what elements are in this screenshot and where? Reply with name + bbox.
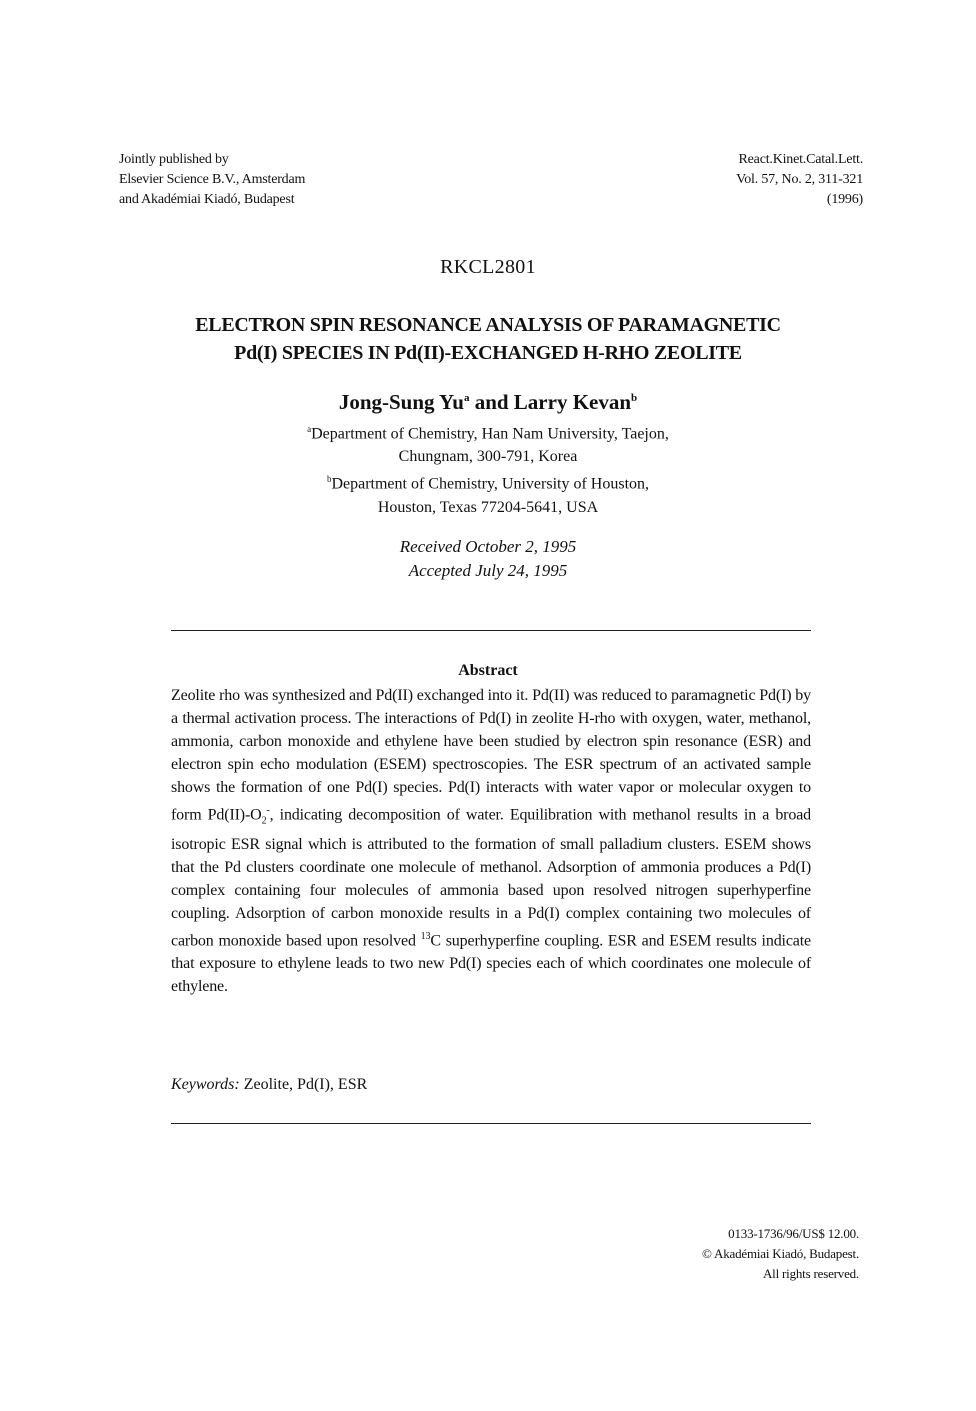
superscript: 13 — [420, 930, 431, 942]
superscript: - — [266, 805, 270, 816]
abstract-part: Zeolite rho was synthesized and Pd(II) exchanged into it. Pd(II) was reduced to paramagnetic Pd(I) by a thermal activation process. The interactions of Pd(I) in zeolite H-rho with oxygen, water, methanol, ammonia, carbon monoxide and ethylene have been studied by electron spin resonance (ESR) and electron spin echo modulation (ESEM) spectroscopies. The ESR spectrum of an activated sample shows the formation of one Pd(I) species. Pd(I) interacts with water vapor or molecular oxygen to form Pd(II)-O — [171, 687, 811, 824]
affiliation-mark: a — [463, 392, 470, 404]
journal-reference — [736, 150, 863, 210]
journal-name: React.Kinet.Catal.Lett. — [738, 152, 863, 167]
accepted-date: Accepted July 24, 1995 — [408, 561, 568, 580]
affiliation-text: Department of Chemistry, Han Nam University, Taejon, — [311, 425, 669, 443]
affiliation-b — [0, 468, 976, 495]
publisher-note-line: Jointly published by — [119, 152, 229, 167]
author-list — [0, 390, 976, 415]
publisher-note-line: Elsevier Science B.V., Amsterdam — [119, 172, 306, 187]
abstract-text — [171, 684, 811, 998]
divider — [171, 630, 811, 631]
keywords — [171, 1076, 367, 1094]
affiliation-mark: a — [307, 424, 312, 434]
keywords-values: Zeolite, Pd(I), ESR — [239, 1076, 368, 1093]
affiliation-text: Chungnam, 300-791, Korea — [398, 448, 578, 466]
abstract-part: , indicating decomposition of water. Equilibration with methanol results in a broad isotropic ESR signal which is attributed to the formation of small palladium clusters. ESEM shows that the Pd clusters coordinate one molecule of methanol. Adsorption of ammonia produces a Pd(I) complex containing four molecules of ammonia based upon resolved nitrogen superhyperfine coupling. Adsorption of carbon monoxide results in a Pd(I) complex containing two molecules of carbon monoxide based upon resolved — [171, 806, 812, 949]
affiliation-text: Houston, Texas 77204-5641, USA — [377, 498, 599, 516]
title-line: ELECTRON SPIN RESONANCE ANALYSIS OF PARAMAGNETIC — [195, 314, 781, 336]
author-name: Jong-Sung Yu — [338, 390, 464, 414]
affiliation-mark: b — [326, 474, 332, 485]
journal-volume: Vol. 57, No. 2, 311-321 — [736, 172, 863, 187]
affiliation-a — [0, 418, 976, 445]
publisher-note — [119, 150, 305, 210]
copyright-line: © Akadémiai Kiadó, Budapest. — [702, 1246, 859, 1261]
paper-title — [0, 311, 976, 367]
received-date: Received October 2, 1995 — [399, 537, 577, 556]
copyright-line: All rights reserved. — [762, 1266, 859, 1281]
copyright-line: 0133-1736/96/US$ 12.00. — [728, 1226, 859, 1241]
article-code: RKCL2801 — [440, 256, 536, 278]
subscript: 2 — [261, 815, 267, 827]
abstract-part: C superhyperfine coupling. ESR and ESEM results indicate that exposure to ethylene leads to two new Pd(I) species each of which coordinates one molecule of ethylene. — [171, 931, 811, 995]
journal-year: (1996) — [826, 192, 863, 207]
copyright-notice — [702, 1224, 859, 1284]
divider — [171, 1123, 811, 1124]
author-conjunction: and — [469, 390, 514, 414]
submission-dates — [0, 535, 976, 583]
author-name: Larry Kevan — [513, 390, 632, 414]
affiliations — [0, 418, 976, 519]
title-line: Pd(I) SPECIES IN Pd(II)-EXCHANGED H-RHO ZEOLITE — [234, 342, 742, 364]
affiliation-text: Department of Chemistry, University of Houston, — [331, 475, 650, 493]
affiliation-mark: b — [631, 392, 638, 404]
publisher-note-line: and Akadémiai Kiadó, Budapest — [119, 192, 295, 207]
keywords-label: Keywords: — [171, 1076, 240, 1093]
abstract-heading: Abstract — [458, 662, 518, 679]
